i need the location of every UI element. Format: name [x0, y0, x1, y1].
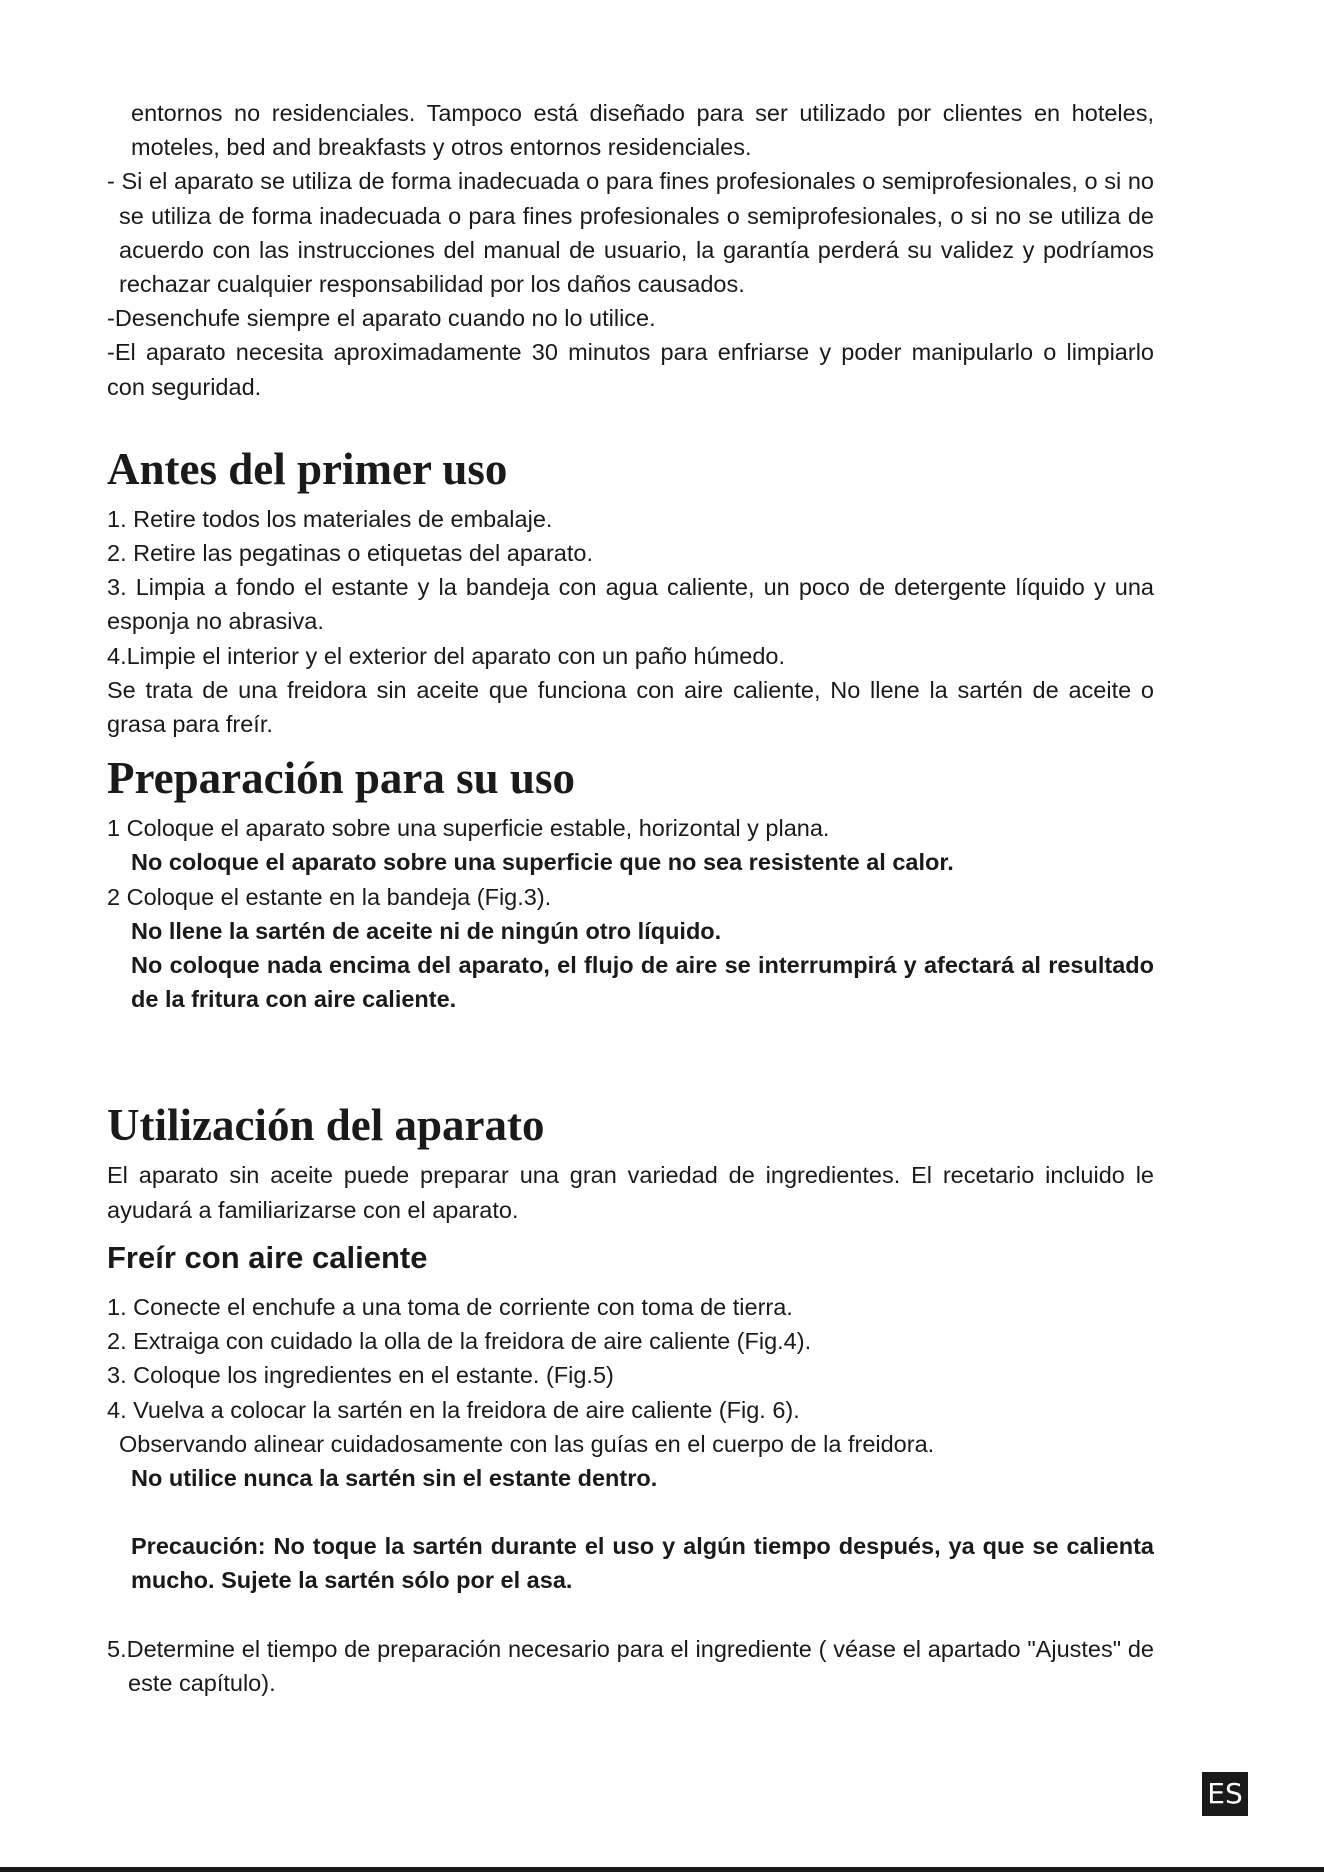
utilizacion-intro: El aparato sin aceite puede preparar una gran variedad de ingredientes. El recetario incluido le ayudará a familiarizarse con el aparato. [107, 1162, 1154, 1223]
antes-item-3: 3. Limpia a fondo el estante y la bandeja con agua caliente, un poco de detergente líquido y una esponja no abrasiva. [107, 574, 1154, 635]
preparacion-warning-1: No coloque el aparato sobre una superficie que no sea resistente al calor. [131, 849, 954, 876]
preparacion-warning-2: No llene la sartén de aceite ni de ningún otro líquido. [131, 917, 722, 944]
preparacion-item-2: 2 Coloque el estante en la bandeja (Fig.3). [107, 883, 552, 910]
freir-step-4-note: Observando alinear cuidadosamente con las guías en el cuerpo de la freidora. [119, 1430, 935, 1457]
section-title-preparacion: Preparación para su uso [107, 753, 575, 804]
freir-step-5: 5.Determine el tiempo de preparación necesario para el ingrediente ( véase el apartado "Ajustes" de este capítulo). [107, 1635, 1154, 1696]
intro-paragraph: entornos no residenciales. Tampoco está diseñado para ser utilizado por clientes en hoteles, moteles, bed and breakfasts y otros entornos residenciales. [131, 100, 1154, 161]
antes-item-1: 1. Retire todos los materiales de embalaje. [107, 505, 553, 532]
manual-page [107, 96, 1154, 1700]
antes-item-4: 4.Limpie el interior y el exterior del aparato con un paño húmedo. [107, 642, 785, 669]
freir-precaucion: Precaución: No toque la sartén durante el uso y algún tiempo después, ya que se calienta mucho. Sujete la sartén sólo por el asa. [131, 1533, 1154, 1594]
freir-step-3: 3. Coloque los ingredientes en el estante. (Fig.5) [107, 1362, 614, 1389]
intro-warranty-paragraph: - Si el aparato se utiliza de forma inadecuada o para fines profesionales o semiprofesionales, o si no se utiliza de forma inadecuada o para fines profesionales o semiprofesionales, o si no se utiliza de acuerdo con las instrucciones del manual de usuario, la garantía perderá su validez y podríamos rechazar cualquier responsabilidad por los daños causados. [107, 168, 1154, 298]
freir-warning-estante: No utilice nunca la sartén sin el estante dentro. [131, 1465, 658, 1492]
language-badge: ES [1202, 1772, 1248, 1816]
section-title-antes: Antes del primer uso [107, 443, 508, 494]
bottom-rule [0, 1867, 1324, 1872]
freir-step-1: 1. Conecte el enchufe a una toma de corriente con toma de tierra. [107, 1294, 793, 1321]
subsection-title-freir: Freír con aire caliente [107, 1239, 428, 1275]
intro-cooling-paragraph: -El aparato necesita aproximadamente 30 minutos para enfriarse y poder manipularlo o limpiarlo con seguridad. [107, 339, 1154, 400]
preparacion-warning-3: No coloque nada encima del aparato, el flujo de aire se interrumpirá y afectará al resultado de la fritura con aire caliente. [131, 952, 1154, 1013]
intro-unplug-paragraph: -Desenchufe siempre el aparato cuando no lo utilice. [107, 305, 656, 332]
antes-note: Se trata de una freidora sin aceite que funciona con aire caliente, No llene la sartén de aceite o grasa para freír. [107, 676, 1154, 738]
antes-item-2: 2. Retire las pegatinas o etiquetas del aparato. [107, 540, 593, 567]
preparacion-item-1: 1 Coloque el aparato sobre una superficie estable, horizontal y plana. [107, 815, 830, 842]
freir-step-2: 2. Extraiga con cuidado la olla de la freidora de aire caliente (Fig.4). [107, 1328, 812, 1355]
section-title-utilizacion: Utilización del aparato [107, 1100, 545, 1151]
freir-step-4: 4. Vuelva a colocar la sartén en la freidora de aire caliente (Fig. 6). [107, 1396, 800, 1423]
